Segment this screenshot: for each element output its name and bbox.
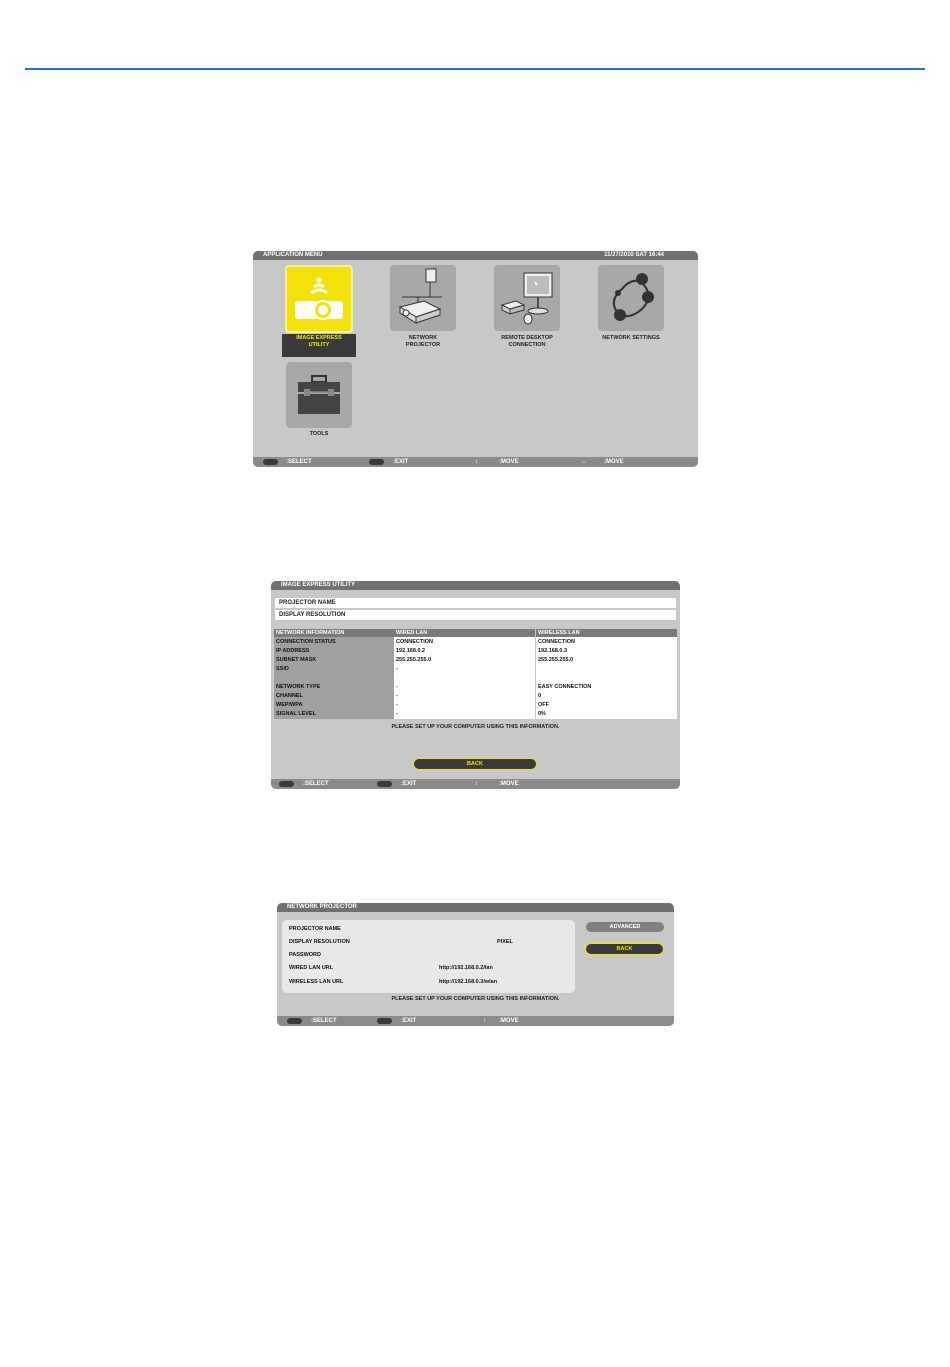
wireless-signal-level: 0%: [538, 711, 546, 717]
footer-move: :MOVE: [499, 1018, 519, 1024]
wired-subnet-mask: 255.255.255.0: [396, 657, 432, 663]
label-connection-status: CONNECTION STATUS: [276, 639, 336, 645]
wired-channel: -: [396, 693, 398, 699]
wireless-wep-wpa: OFF: [538, 702, 549, 708]
label-signal-level: SIGNAL LEVEL: [276, 711, 316, 717]
advanced-button[interactable]: ADVANCED: [586, 922, 664, 932]
enter-key-icon: [287, 1018, 302, 1024]
network-settings-icon: [598, 265, 664, 331]
application-menu-title: APPLICATION MENU: [263, 252, 323, 258]
footer-select: :SELECT: [286, 459, 312, 465]
updown-arrow-icon: ↕: [483, 1018, 486, 1024]
footer-exit: :EXIT: [401, 781, 417, 787]
footer-move: :MOVE: [499, 781, 519, 787]
tile-network-projector[interactable]: [390, 265, 456, 331]
network-projector-footer: [277, 1016, 674, 1026]
tile-remote-desktop-label: [489, 335, 565, 349]
label-ssid: SSID: [276, 666, 289, 672]
wireless-connection-status: CONNECTION: [538, 639, 575, 645]
header-network-info: NETWORK INFORMATION: [274, 629, 394, 637]
image-express-utility-panel: [271, 581, 680, 789]
wireless-ip-address: 192.168.0.3: [538, 648, 568, 654]
header-wired-lan: WIRED LAN: [394, 629, 535, 637]
wired-connection-status: CONNECTION: [396, 639, 433, 645]
label-wep-wpa: WEP/WPA: [276, 702, 303, 708]
tile-label-line2: UTILITY: [308, 342, 330, 348]
tile-network-settings-label: [593, 335, 669, 342]
network-projector-panel: [277, 903, 674, 1026]
footer-select: :SELECT: [303, 781, 329, 787]
wireless-network-type: EASY CONNECTION: [538, 684, 592, 690]
tile-label-line1: NETWORK: [408, 335, 438, 341]
toolbox-icon: [286, 362, 352, 428]
wireless-channel: 0: [538, 693, 542, 699]
label-channel: CHANNEL: [276, 693, 303, 699]
tile-image-express-utility[interactable]: [285, 265, 353, 333]
back-button[interactable]: BACK: [585, 943, 664, 955]
application-menu-footer: [253, 457, 698, 467]
leftright-arrow-icon: ↔: [581, 459, 587, 465]
image-express-icon: [287, 267, 351, 331]
wired-wep-wpa: -: [396, 702, 398, 708]
footer-select: :SELECT: [311, 1018, 337, 1024]
tile-label-line2: CONNECTION: [508, 342, 546, 348]
label-projector-name: PROJECTOR NAME: [289, 926, 341, 932]
tile-label-line1: TOOLS: [309, 431, 329, 437]
header-wireless-lan: WIRELESS LAN: [536, 629, 677, 637]
label-subnet-mask: SUBNET MASK: [276, 657, 317, 663]
value-wired-lan-url: http://192.168.0.2/lan: [439, 965, 493, 971]
footer-move: :MOVE: [499, 459, 519, 465]
exit-key-icon: [377, 1018, 392, 1024]
footer-exit: :EXIT: [401, 1018, 417, 1024]
header-rule: [25, 68, 925, 70]
application-menu-panel: [253, 251, 698, 467]
exit-key-icon: [369, 459, 384, 465]
label-wireless-lan-url: WIRELESS LAN URL: [289, 979, 344, 985]
image-express-title: IMAGE EXPRESS UTILITY: [281, 582, 356, 588]
tile-image-express-label: [282, 334, 356, 357]
setup-message: PLEASE SET UP YOUR COMPUTER USING THIS INFORMATION.: [391, 724, 560, 730]
label-wired-lan-url: WIRED LAN URL: [289, 965, 333, 971]
label-password: PASSWORD: [289, 952, 321, 958]
network-projector-icon: [390, 265, 456, 331]
tile-label-line1: NETWORK SETTINGS: [602, 335, 660, 341]
network-projector-title: NETWORK PROJECTOR: [287, 904, 357, 910]
wired-ip-address: 192.168.0.2: [396, 648, 426, 654]
remote-desktop-icon: [494, 265, 560, 331]
label-ip-address: IP ADDRESS: [276, 648, 310, 654]
value-wireless-lan-url: http://192.168.0.3/wlan: [439, 979, 498, 985]
label-network-type: NETWORK TYPE: [276, 684, 321, 690]
tile-tools[interactable]: [286, 362, 352, 428]
footer-move-2: :MOVE: [604, 459, 624, 465]
wireless-subnet-mask: 255.255.255.0: [538, 657, 574, 663]
image-express-titlebar: [271, 581, 680, 590]
image-express-footer: [271, 779, 680, 789]
network-projector-info-box: [282, 920, 575, 993]
tile-label-line1: REMOTE DESKTOP: [501, 335, 553, 341]
label-display-resolution: DISPLAY RESOLUTION: [289, 939, 350, 945]
wired-ssid: -: [396, 666, 398, 672]
tile-tools-label: [283, 431, 355, 438]
network-info-table: [274, 629, 677, 719]
footer-exit: :EXIT: [393, 459, 409, 465]
wired-network-type: -: [396, 684, 398, 690]
updown-arrow-icon: ↕: [475, 459, 478, 465]
display-resolution-row: DISPLAY RESOLUTION: [275, 610, 676, 620]
datetime: 11/27/2010 SAT 16:44: [604, 252, 664, 258]
back-button[interactable]: BACK: [413, 758, 537, 770]
tile-network-projector-label: [387, 335, 459, 349]
wired-signal-level: -: [396, 711, 398, 717]
enter-key-icon: [263, 459, 278, 465]
tile-remote-desktop-connection[interactable]: [494, 265, 560, 331]
exit-key-icon: [377, 781, 392, 787]
network-projector-titlebar: [277, 903, 674, 912]
projector-name-row: PROJECTOR NAME: [275, 598, 676, 608]
value-display-resolution: PIXEL: [497, 939, 513, 945]
tile-label-line2: PROJECTOR: [405, 342, 441, 348]
tile-network-settings[interactable]: [598, 265, 664, 331]
setup-message: PLEASE SET UP YOUR COMPUTER USING THIS INFORMATION.: [391, 996, 560, 1002]
tile-label-line1: IMAGE EXPRESS: [296, 335, 342, 341]
updown-arrow-icon: ↕: [475, 781, 478, 787]
enter-key-icon: [279, 781, 294, 787]
application-menu-titlebar: [253, 251, 698, 260]
